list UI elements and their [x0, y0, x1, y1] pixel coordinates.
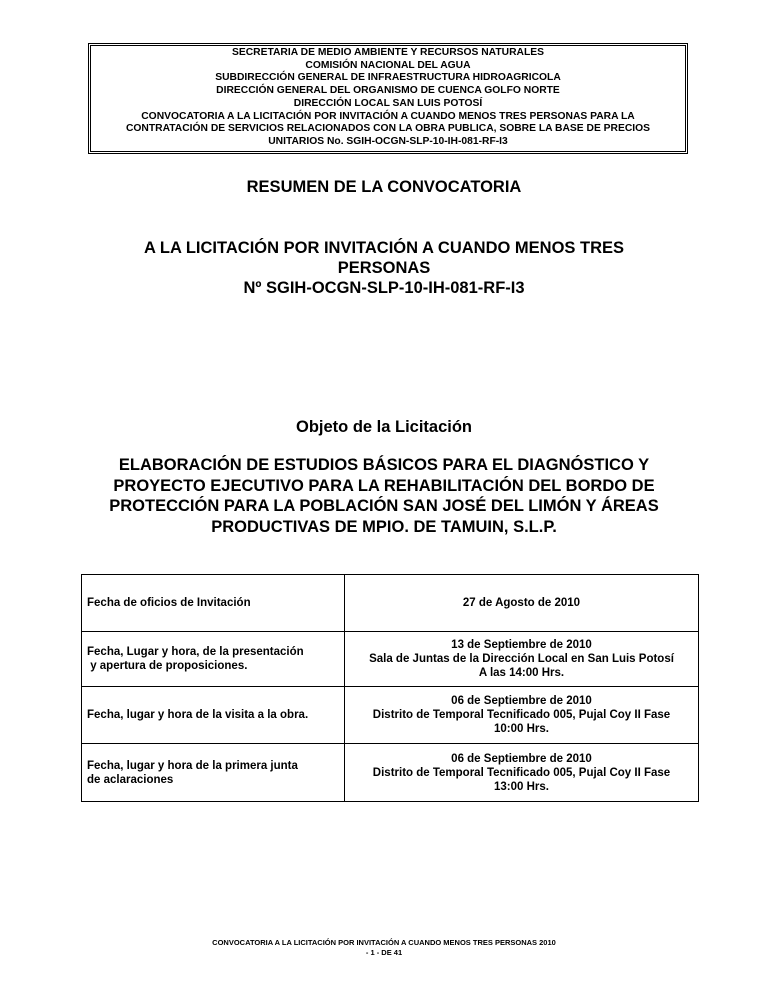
row-value-line: 27 de Agosto de 2010 [462, 597, 581, 609]
row-label [82, 632, 345, 687]
row-value-line: Distrito de Temporal Tecnificado 005, Pujal Coy II Fase [372, 766, 671, 779]
row-label-line: y apertura de proposiciones. [87, 660, 248, 672]
header-line: DIRECCIÓN GENERAL DEL ORGANISMO DE CUENCA GOLFO NORTE [216, 85, 560, 97]
row-value [345, 744, 699, 802]
row-value [345, 575, 699, 632]
row-value-line: A las 14:00 Hrs. [478, 667, 565, 679]
header-line: COMISIÓN NACIONAL DEL AGUA [305, 59, 471, 71]
header-line: SUBDIRECCIÓN GENERAL DE INFRAESTRUCTURA HIDROAGRICOLA [215, 72, 561, 84]
tender-number: Nº SGIH-OCGN-SLP-10-IH-081-RF-I3 [243, 279, 525, 297]
row-value-line: 13 de Septiembre de 2010 [451, 639, 592, 651]
row-label-line: Fecha de oficios de Invitación [87, 597, 251, 609]
object-description-line: PRODUCTIVAS DE MPIO. DE TAMUIN, S.L.P. [211, 517, 557, 536]
page-number: - 1 - DE 41 [365, 947, 403, 957]
table-row [82, 744, 699, 802]
object-description-line: ELABORACIÓN DE ESTUDIOS BÁSICOS PARA EL DIAGNÓSTICO Y [118, 456, 650, 474]
row-value-line: 13:00 Hrs. [494, 780, 549, 793]
header-line: UNITARIOS No. SGIH-OCGN-SLP-10-IH-081-RF-I3 [268, 135, 508, 147]
row-value-line: Distrito de Temporal Tecnificado 005, Pujal Coy II Fase [372, 709, 671, 721]
row-value [345, 632, 699, 687]
row-value [345, 687, 699, 744]
row-label [82, 687, 345, 744]
tender-title [0, 238, 768, 298]
page-footer [0, 938, 768, 957]
tender-title-line: A LA LICITACIÓN POR INVITACIÓN A CUANDO MENOS TRES [143, 239, 625, 257]
table-row [82, 687, 699, 744]
table-row [82, 575, 699, 632]
row-value-line: 06 de Septiembre de 2010 [451, 752, 592, 765]
row-label-line: Fecha, lugar y hora de la primera junta [87, 759, 298, 772]
header-line: SECRETARIA DE MEDIO AMBIENTE Y RECURSOS NATURALES [232, 47, 544, 58]
row-label-line: Fecha, lugar y hora de la visita a la obra. [87, 709, 309, 721]
table-row [82, 632, 699, 687]
object-label: Objeto de la Licitación [295, 418, 473, 436]
summary-title: RESUMEN DE LA CONVOCATORIA [246, 178, 522, 196]
header-line: CONVOCATORIA A LA LICITACIÓN POR INVITACIÓN A CUANDO MENOS TRES PERSONAS PARA LA [141, 110, 635, 122]
object-description-line: PROYECTO EJECUTIVO PARA LA REHABILITACIÓN DEL BORDO DE [113, 476, 655, 495]
tender-title-line: PERSONAS [337, 259, 431, 277]
header-line: DIRECCIÓN LOCAL SAN LUIS POTOSÍ [293, 97, 483, 109]
header-line: CONTRATACIÓN DE SERVICIOS RELACIONADOS CON LA OBRA PUBLICA, SOBRE LA BASE DE PRECIOS [125, 123, 651, 135]
row-value-line: Sala de Juntas de la Dirección Local en San Luis Potosí [369, 653, 674, 665]
row-label-line: de aclaraciones [87, 773, 174, 786]
object-description-line: PROTECCIÓN PARA LA POBLACIÓN SAN JOSÉ DEL LIMÓN Y ÁREAS [109, 497, 659, 515]
row-label [82, 575, 345, 632]
row-value-line: 10:00 Hrs. [494, 723, 549, 735]
footer-text: CONVOCATORIA A LA LICITACIÓN POR INVITACIÓN A CUANDO MENOS TRES PERSONAS 2010 [212, 938, 556, 947]
document-header [88, 43, 688, 154]
object-description [0, 455, 768, 537]
row-label [82, 744, 345, 802]
schedule-table [81, 574, 699, 802]
row-value-line: 06 de Septiembre de 2010 [451, 695, 592, 707]
row-label-line: Fecha, Lugar y hora, de la presentación [87, 646, 304, 658]
